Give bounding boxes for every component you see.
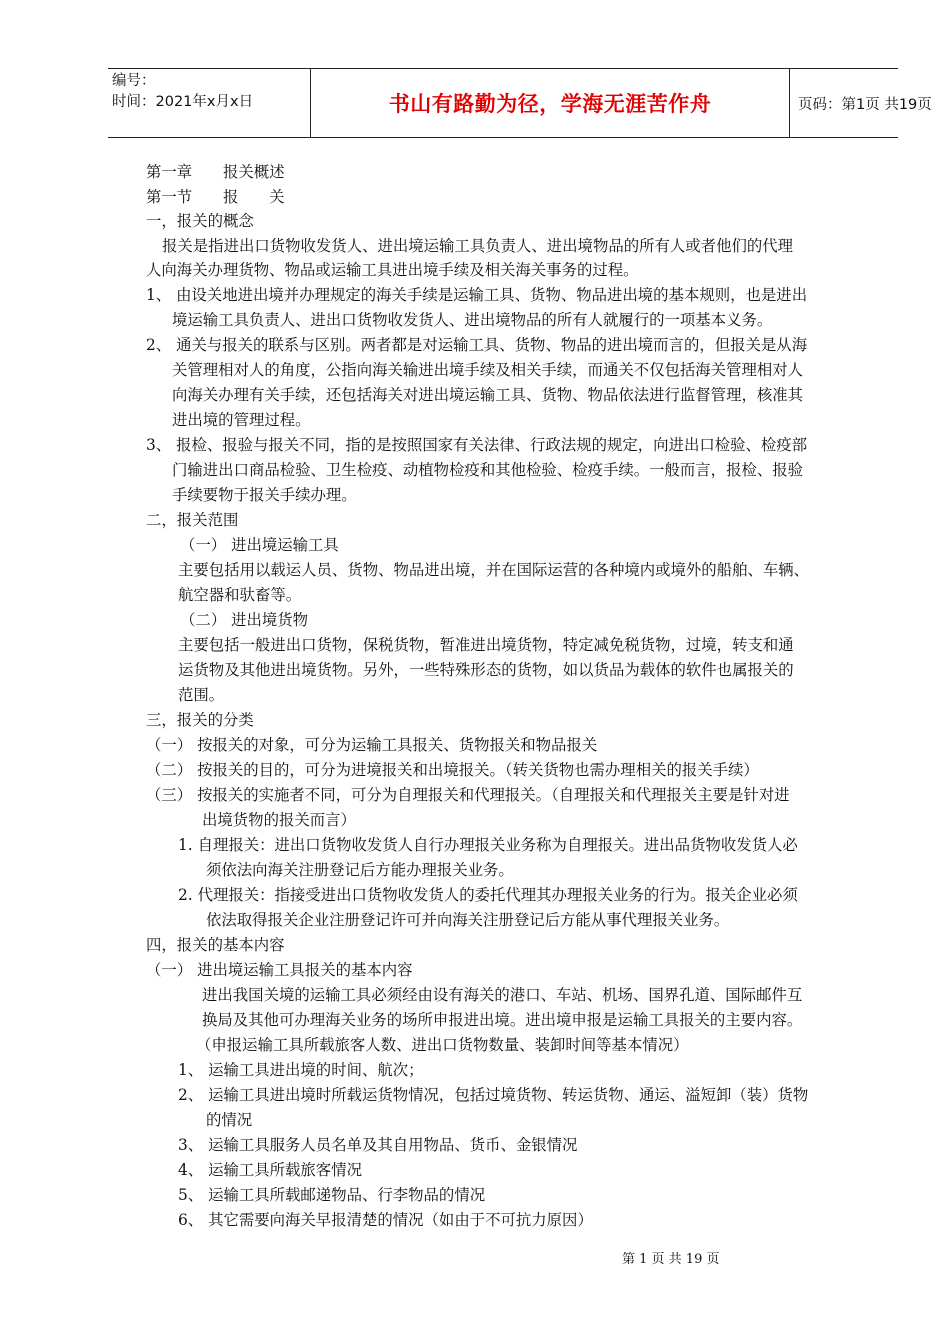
list-item-cont: 进出境的管理过程。 xyxy=(172,411,311,429)
list-item: 3、 运输工具服务人员名单及其自用物品、货币、金银情况 xyxy=(178,1136,578,1154)
list-item-cont: 境运输工具负责人、进出口货物收发货人、进出境物品的所有人就履行的一项基本义务。 xyxy=(172,311,773,329)
paragraph-line: 范围。 xyxy=(178,686,225,704)
paragraph-line: 报关是指进出口货物收发货人、进出境运输工具负责人、进出境物品的所有人或者他们的代理 xyxy=(162,237,794,255)
header-meta xyxy=(108,69,310,137)
paragraph-line: 进出我国关境的运输工具必须经由设有海关的港口、车站、机场、国界孔道、国际邮件互 xyxy=(202,986,803,1004)
list-item: 4、 运输工具所载旅客情况 xyxy=(178,1161,362,1179)
heading-2: 二，报关范围 xyxy=(146,511,239,529)
page-header xyxy=(108,68,932,138)
list-item-cont: 向海关办理有关手续，还包括海关对进出境运输工具、货物、物品依法进行监督管理，核准其 xyxy=(172,386,804,404)
list-item-cont: 的情况 xyxy=(206,1111,253,1129)
sub-list-item-cont: 依法取得报关企业注册登记许可并向海关注册登记后方能从事代理报关业务。 xyxy=(206,911,730,929)
list-item: （三） 按报关的实施者不同，可分为自理报关和代理报关。（自理报关和代理报关主要是针对进 xyxy=(146,786,790,804)
list-item: （一） 按报关的对象，可分为运输工具报关、货物报关和物品报关 xyxy=(146,736,598,754)
list-item: 6、 其它需要向海关早报清楚的情况（如由于不可抗力原因） xyxy=(178,1211,593,1229)
list-item-cont: 出境货物的报关而言） xyxy=(202,811,356,829)
heading-1: 一，报关的概念 xyxy=(146,212,254,230)
chapter-title: 第一章 报关概述 xyxy=(146,163,285,181)
time-label: 时间：2021年x月x日 xyxy=(112,94,254,110)
heading-3: 三，报关的分类 xyxy=(146,711,254,729)
list-item-cont: 关管理相对人的角度，公指向海关输进出境手续及相关手续，而通关不仅包括海关管理相对人 xyxy=(172,361,804,379)
paragraph-line: （申报运输工具所载旅客人数、进出口货物数量、装卸时间等基本情况） xyxy=(196,1036,689,1054)
heading-4: 四，报关的基本内容 xyxy=(146,936,285,954)
sub-list-item-cont: 须依法向海关注册登记后方能办理报关业务。 xyxy=(206,861,514,879)
header-page-info: 页码：第1页 共19页 xyxy=(798,96,932,113)
subheading: （二） 进出境货物 xyxy=(180,611,309,629)
paragraph-line: 主要包括用以载运人员、货物、物品进出境，并在国际运营的各种境内或境外的船舶、车辆、 xyxy=(178,561,810,579)
serial-label: 编号： xyxy=(112,73,156,89)
list-item: 2、 运输工具进出境时所载运货物情况，包括过境货物、转运货物、通运、溢短卸（装）货物 xyxy=(178,1086,809,1104)
list-item: 3、 报检、报验与报关不同，指的是按照国家有关法律、行政法规的规定，向进出口检验、检疫部 xyxy=(146,436,808,454)
paragraph-line: 人向海关办理货物、物品或运输工具进出境手续及相关海关事务的过程。 xyxy=(146,261,639,279)
page-footer: 第 1 页 共 19 页 xyxy=(622,1252,720,1267)
header-motto-cell xyxy=(310,69,790,137)
motto-text: 书山有路勤为径，学海无涯苦作舟 xyxy=(388,92,712,116)
list-item: 2、 通关与报关的联系与区别。两者都是对运输工具、货物、物品的进出境而言的，但报关是从海 xyxy=(146,336,808,354)
sub-list-item: 1. 自理报关：进出口货物收发货人自行办理报关业务称为自理报关。进出品货物收发货人必 xyxy=(178,836,798,854)
list-item-cont: 手续要物于报关手续办理。 xyxy=(172,486,357,504)
subheading: （一） 进出境运输工具 xyxy=(180,536,339,554)
section-title: 第一节 报 关 xyxy=(146,188,285,206)
subheading: （一） 进出境运输工具报关的基本内容 xyxy=(146,961,413,979)
list-item: 1、 由设关地进出境并办理规定的海关手续是运输工具、货物、物品进出境的基本规则，也是进出 xyxy=(146,286,808,304)
list-item: 1、 运输工具进出境的时间、航次； xyxy=(178,1061,424,1079)
paragraph-line: 换局及其他可办理海关业务的场所申报进出境。进出境申报是运输工具报关的主要内容。 xyxy=(202,1011,803,1029)
sub-list-item: 2. 代理报关：指接受进出口货物收发货人的委托代理其办理报关业务的行为。报关企业必须 xyxy=(178,886,798,904)
paragraph-line: 运货物及其他进出境货物。另外，一些特殊形态的货物，如以货品为载体的软件也属报关的 xyxy=(178,661,794,679)
list-item-cont: 门输进出口商品检验、卫生检疫、动植物检疫和其他检验、检疫手续。一般而言，报检、报验 xyxy=(172,461,804,479)
paragraph-line: 主要包括一般进出口货物，保税货物，暂准进出境货物，特定减免税货物，过境，转支和通 xyxy=(178,636,794,654)
paragraph-line: 航空器和驮畜等。 xyxy=(178,586,302,604)
list-item: 5、 运输工具所载邮递物品、行李物品的情况 xyxy=(178,1186,486,1204)
list-item: （二） 按报关的目的，可分为进境报关和出境报关。（转关货物也需办理相关的报关手续） xyxy=(146,761,759,779)
